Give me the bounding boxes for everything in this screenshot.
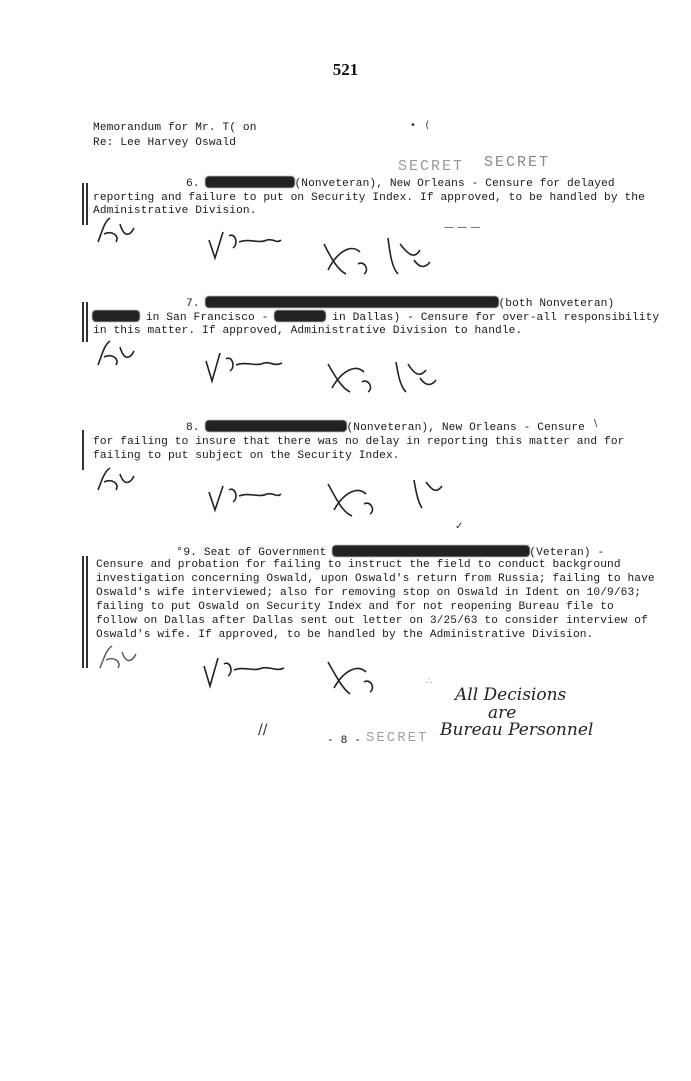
initials-signature — [90, 462, 140, 498]
item-9-line-3: investigation concerning Oswald, upon Oswald's return from Russia; failing to have — [96, 573, 655, 585]
stray-mark: • ( — [410, 120, 430, 131]
item-7-text: (both Nonveteran) — [498, 298, 615, 310]
margin-bracket — [82, 183, 84, 225]
initials-signature — [90, 335, 140, 373]
item-9-line-4: Oswald's wife interviewed; also for removing stop on Oswald in Ident on 10/9/63; — [96, 587, 642, 599]
margin-bracket — [82, 430, 84, 470]
memo-line: Memorandum for Mr. T( on — [93, 122, 257, 134]
item-9-line-7: Oswald's wife. If approved, to be handled by the Administrative Division. — [96, 629, 594, 641]
item-9-line-6: follow on Dallas after Dallas sent out letter on 3/25/63 to consider interview of — [96, 615, 648, 627]
item-6-text: (Nonveteran), New Orleans - Censure for delayed — [294, 178, 615, 190]
page-number: 521 — [332, 60, 359, 79]
stray-mark: ✓ — [455, 521, 464, 532]
item-8-line-3: failing to put subject on the Security Index. — [93, 450, 400, 462]
initials-signature — [205, 222, 285, 262]
stray-mark: \ — [594, 418, 598, 429]
secret-stamp: SECRET — [366, 730, 429, 746]
item-7-number: 7. — [186, 298, 200, 310]
item-7-line-1 — [186, 297, 614, 310]
item-9-text: Seat of Government — [203, 547, 327, 559]
stray-mark: — — — — [444, 222, 481, 233]
margin-bracket — [82, 556, 84, 668]
item-9-text: (Veteran) - — [529, 547, 605, 559]
handwritten-note-line: All Decisions — [455, 685, 567, 705]
item-7-text: in Dallas) - Censure for over-all responsibility — [332, 312, 660, 324]
secret-stamp: SECRET — [484, 154, 551, 171]
item-7-line-3: in this matter. If approved, Administrative Division to handle. — [93, 325, 523, 337]
page-marker: - 8 - — [327, 735, 362, 747]
redaction-block — [206, 297, 498, 307]
initials-signature — [200, 650, 290, 690]
secret-stamp: SECRET — [398, 158, 465, 175]
margin-bracket — [86, 556, 88, 668]
redaction-block — [206, 177, 294, 187]
item-9-line-2: Censure and probation for failing to instruct the field to conduct background — [96, 559, 621, 571]
redaction-block — [206, 421, 346, 431]
item-6-line-3: Administrative Division. — [93, 205, 257, 217]
initials-signature — [90, 212, 140, 250]
initials-signature — [322, 352, 442, 397]
re-line: Re: Lee Harvey Oswald — [93, 137, 237, 149]
redaction-block — [275, 311, 325, 321]
item-9-line-1 — [176, 545, 604, 559]
stray-mark: ∴ — [426, 676, 433, 687]
item-6-number: 6. — [186, 178, 200, 190]
handwritten-note-line: Bureau Personnel — [440, 720, 594, 740]
item-7-text: in San Francisco - — [145, 312, 269, 324]
item-8-text: (Nonveteran), New Orleans - Censure — [346, 422, 585, 434]
initials-signature — [205, 478, 285, 514]
redaction-block — [333, 546, 529, 556]
circle-mark: ° — [176, 545, 184, 559]
stray-mark: // — [258, 722, 268, 738]
item-8-line-2: for failing to insure that there was no delay in reporting this matter and for — [93, 436, 625, 448]
initials-signature — [322, 652, 382, 698]
margin-bracket — [86, 183, 88, 225]
initials-signature — [318, 230, 438, 280]
item-8-number: 8. — [186, 422, 200, 434]
item-7-line-2 — [93, 311, 659, 324]
handwritten-note-line: are — [488, 703, 517, 723]
item-6-line-1 — [186, 177, 615, 190]
item-9-line-5: failing to put Oswald on Security Index and for not reopening Bureau file to — [96, 601, 614, 613]
margin-bracket — [86, 302, 88, 342]
item-8-line-1 — [186, 421, 585, 434]
initials-signature — [322, 472, 452, 522]
item-6-line-2: reporting and failure to put on Security Index. If approved, to be handled by the — [93, 192, 645, 204]
initials-signature — [92, 640, 142, 676]
initials-signature — [202, 345, 286, 385]
margin-bracket — [82, 302, 84, 342]
redaction-block — [93, 311, 139, 321]
item-9-number: 9. — [183, 547, 197, 559]
